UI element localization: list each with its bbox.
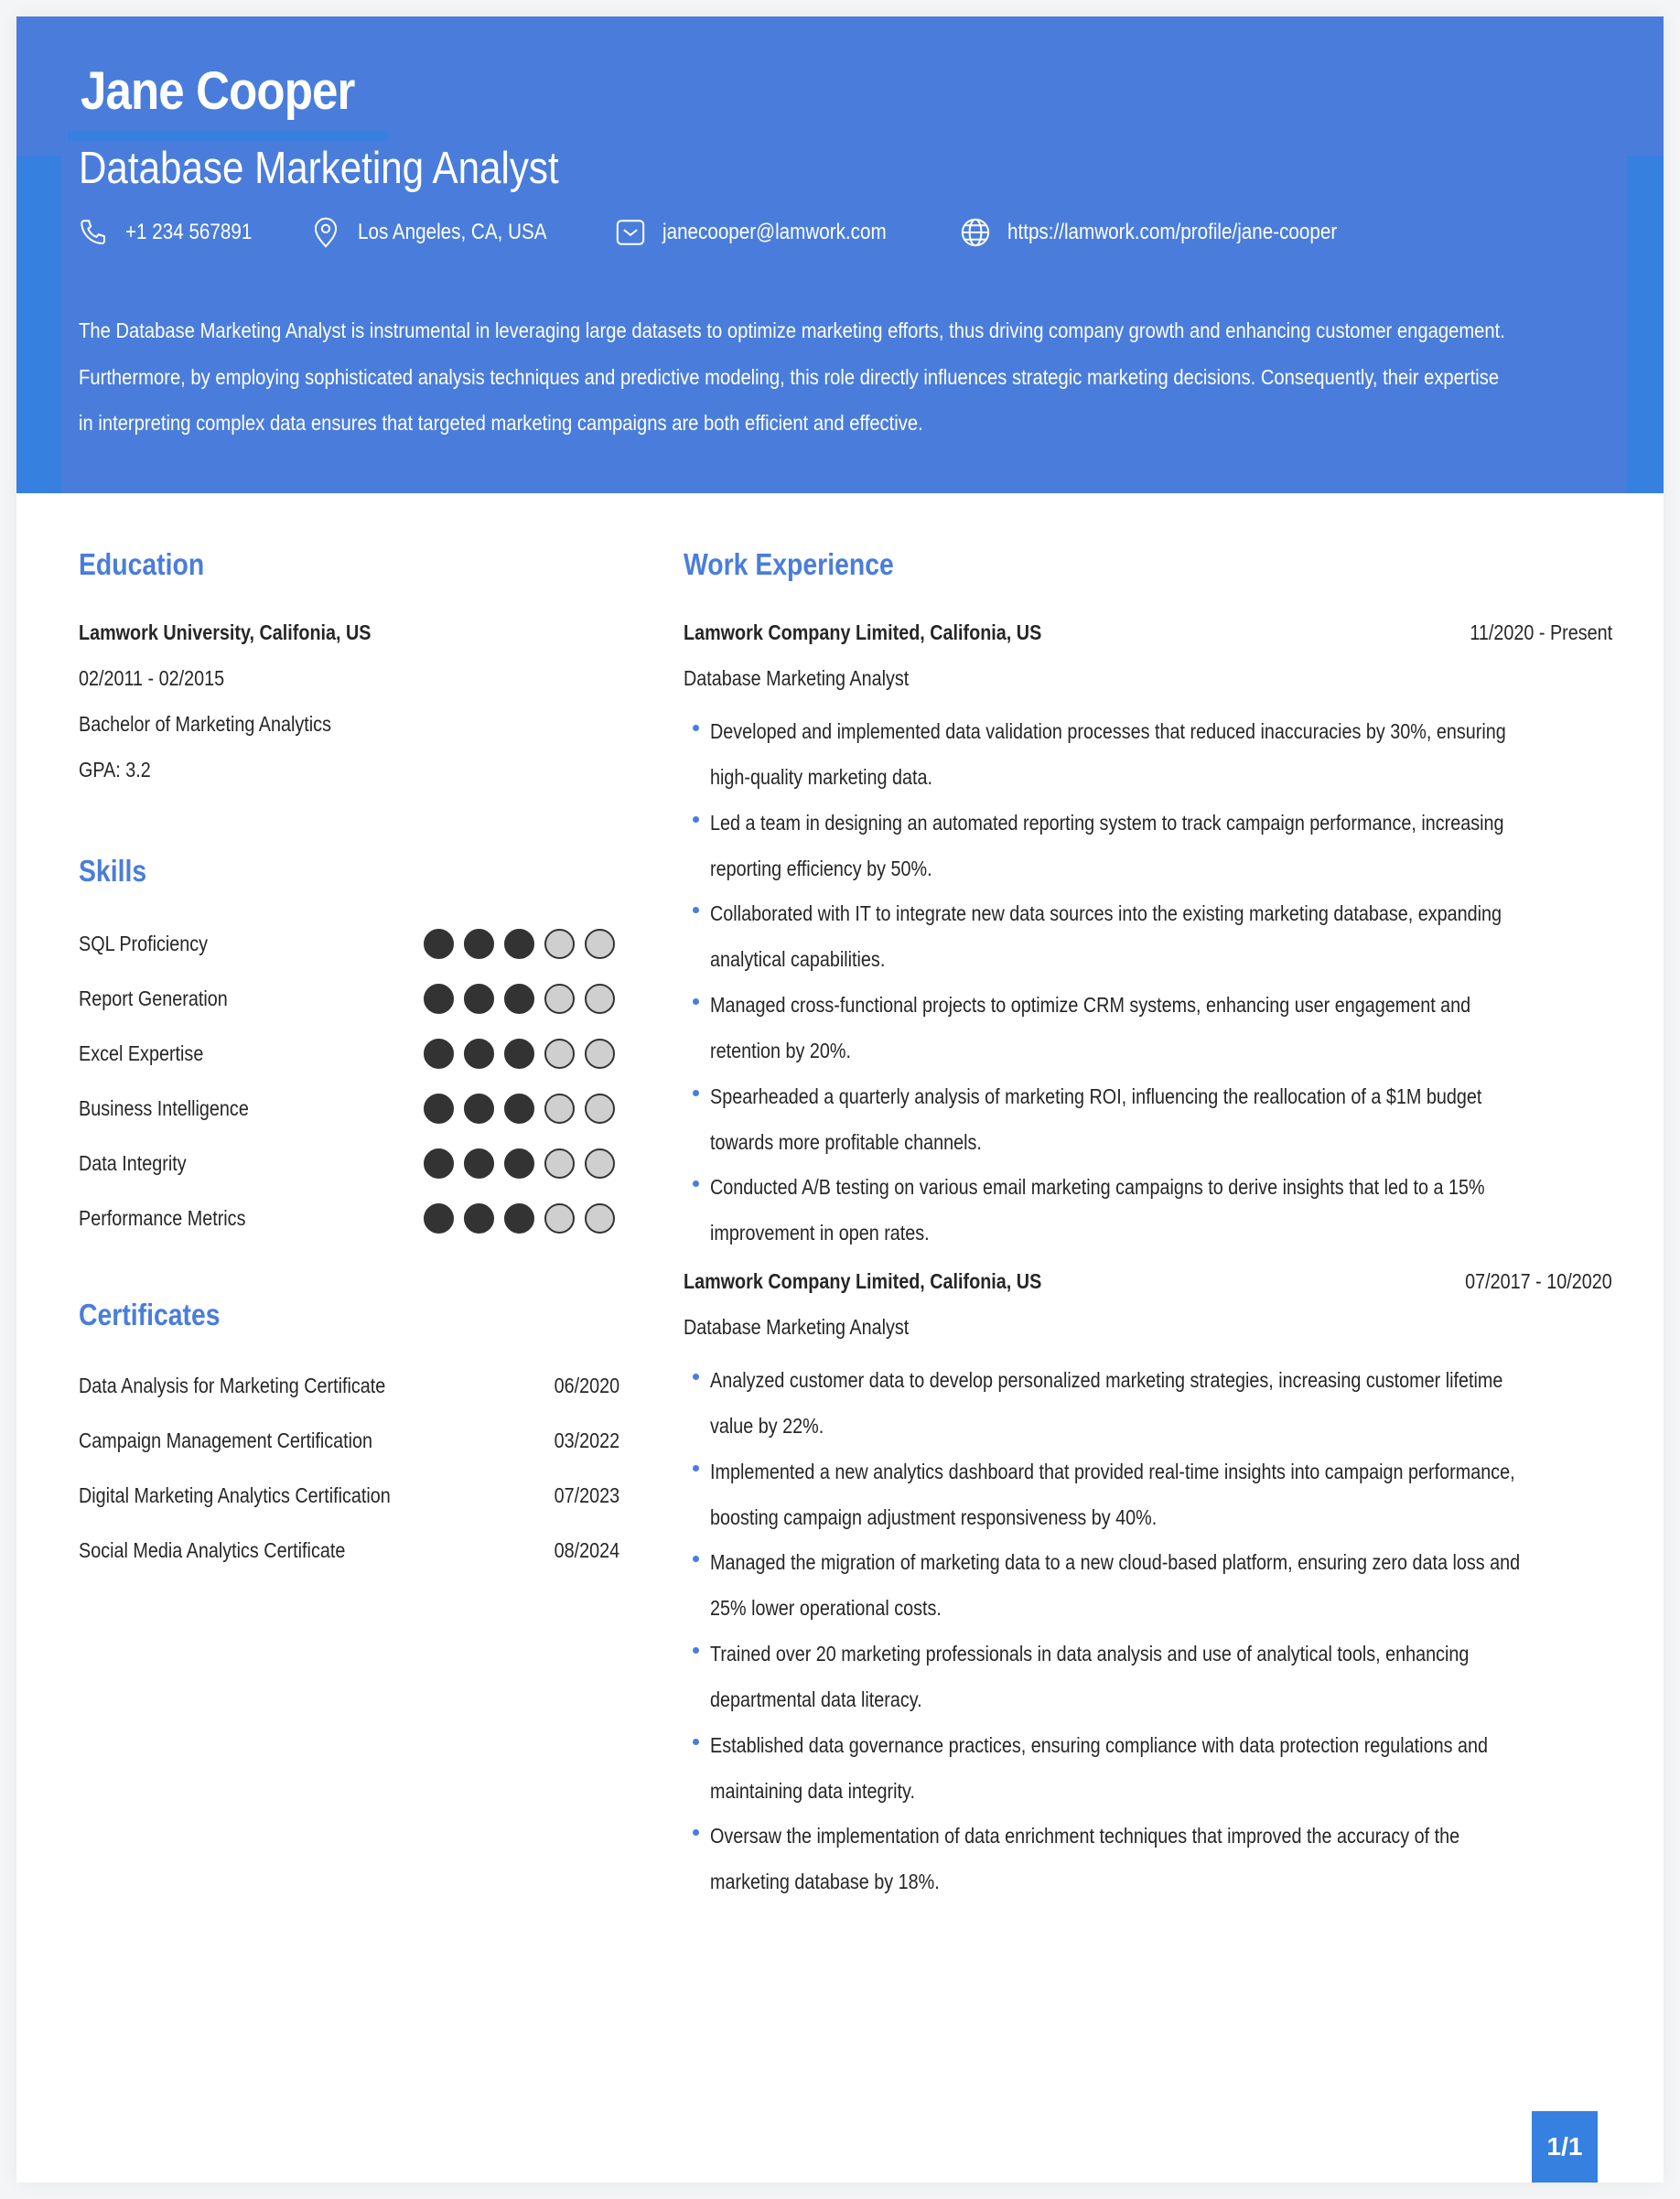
rating-dot-filled (504, 1203, 534, 1234)
rating-dot-filled (464, 1203, 494, 1234)
certificate-date: 08/2024 (554, 1538, 619, 1562)
contact-phone-text: +1 234 567891 (125, 220, 253, 244)
contact-email[interactable] (614, 216, 922, 249)
mail-icon (614, 216, 647, 249)
rating-dot-empty (544, 929, 575, 959)
bullet-text-line: towards more profitable channels. (710, 1130, 982, 1154)
job-company: Lamwork Company Limited, Califonia, US (684, 1269, 1042, 1293)
summary-line: The Database Marketing Analyst is instrumental in leveraging large datasets to optimize marketing efforts, thus driving company growth and enhancing customer engagement. (79, 318, 1505, 342)
contact-phone[interactable] (77, 216, 273, 249)
rating-dot-filled (464, 984, 494, 1014)
globe-icon (959, 216, 992, 249)
bullet-text-line: Implemented a new analytics dashboard that provided real-time insights into campaign performance, (710, 1460, 1515, 1483)
job-role: Database Marketing Analyst (684, 666, 910, 690)
education-degree: Bachelor of Marketing Analytics (79, 712, 331, 736)
bullet-text-line: reporting efficiency by 50%. (710, 857, 932, 880)
job-dates: 07/2017 - 10/2020 (1465, 1269, 1612, 1293)
bullet-icon (693, 998, 699, 1005)
bullet-text-line: Collaborated with IT to integrate new data sources into the existing marketing database, expanding (710, 901, 1502, 925)
bullet-icon (693, 816, 699, 823)
skill-rating (424, 1203, 625, 1234)
rating-dot-empty (585, 1094, 615, 1124)
rating-dot-filled (464, 1039, 494, 1069)
rating-dot-filled (504, 1148, 534, 1179)
bullet-text-line: Oversaw the implementation of data enrichment techniques that improved the accuracy of the (710, 1824, 1460, 1848)
certificates-heading: Certificates (79, 1298, 221, 1331)
bullet-text-line: 25% lower operational costs. (710, 1596, 942, 1620)
bullet-text-line: Managed cross-functional projects to optimize CRM systems, enhancing user engagement and (710, 993, 1471, 1017)
bullet-text-line: Spearheaded a quarterly analysis of marketing ROI, influencing the reallocation of a $1M budget (710, 1084, 1482, 1108)
certificate-name: Social Media Analytics Certificate (79, 1538, 346, 1562)
work-experience-heading: Work Experience (684, 547, 894, 581)
rating-dot-empty (585, 1148, 615, 1179)
bullet-icon (693, 1739, 699, 1745)
skill-name: Performance Metrics (79, 1206, 246, 1230)
summary-line: Furthermore, by employing sophisticated analysis techniques and predictive modeling, this role directly influences strategic marketing decisions. Consequently, their expertise (79, 364, 1500, 389)
page-number-badge: 1/1 (1532, 2111, 1598, 2183)
rating-dot-filled (424, 984, 454, 1014)
rating-dot-empty (585, 929, 615, 959)
bullet-text-line: Conducted A/B testing on various email marketing campaigns to derive insights that led to a 15% (710, 1175, 1485, 1199)
education-gpa: GPA: 3.2 (79, 758, 151, 782)
rating-dot-filled (424, 1148, 454, 1179)
certificate-name: Data Analysis for Marketing Certificate (79, 1374, 386, 1397)
bullet-icon (693, 1556, 699, 1562)
skills-heading: Skills (79, 854, 147, 888)
certificate-date: 06/2020 (554, 1374, 619, 1397)
job-dates: 11/2020 - Present (1470, 620, 1612, 644)
job-role: Database Marketing Analyst (684, 1315, 910, 1339)
bullet-text-line: Established data governance practices, ensuring compliance with data protection regulations and (710, 1733, 1488, 1757)
professional-summary (79, 307, 1616, 447)
bullet-icon (693, 1374, 699, 1380)
bullet-text-line: Developed and implemented data validation processes that reduced inaccuracies by 30%, ensuring (710, 719, 1506, 743)
skill-name: Business Intelligence (79, 1096, 249, 1120)
rating-dot-empty (544, 1039, 575, 1069)
bullet-text-line: Led a team in designing an automated reporting system to track campaign performance, increasing (710, 811, 1504, 835)
name-underline (68, 131, 388, 141)
rating-dot-filled (424, 1203, 454, 1234)
bullet-icon (693, 1829, 699, 1836)
rating-dot-empty (544, 1203, 575, 1234)
skill-rating (424, 929, 625, 959)
rating-dot-empty (544, 984, 575, 1014)
bullet-text-line: improvement in open rates. (710, 1221, 930, 1245)
contact-location-text: Los Angeles, CA, USA (357, 220, 547, 244)
certificate-date: 07/2023 (554, 1483, 619, 1507)
bullet-text-line: marketing database by 18%. (710, 1870, 940, 1893)
contact-website[interactable] (959, 216, 1391, 249)
header-stripe-right (1627, 156, 1664, 493)
education-school: Lamwork University, Califonia, US (79, 620, 372, 644)
bullet-text-line: retention by 20%. (710, 1039, 851, 1062)
skill-name: Report Generation (79, 986, 228, 1010)
job-company: Lamwork Company Limited, Califonia, US (684, 620, 1042, 644)
resume-page (16, 16, 1664, 2183)
bullet-icon (693, 1090, 699, 1096)
bullet-icon (693, 1465, 699, 1471)
bullet-text-line: boosting campaign adjustment responsiveness by 40%. (710, 1505, 1158, 1529)
education-dates: 02/2011 - 02/2015 (79, 666, 225, 690)
bullet-text-line: Analyzed customer data to develop personalized marketing strategies, increasing customer lifetime (710, 1368, 1503, 1392)
rating-dot-empty (585, 1039, 615, 1069)
education-heading: Education (79, 547, 205, 581)
summary-line: in interpreting complex data ensures that targeted marketing campaigns are both efficient and effective. (79, 411, 923, 435)
rating-dot-filled (504, 1094, 534, 1124)
bullet-text-line: Trained over 20 marketing professionals in data analysis and use of analytical tools, enhancing (710, 1642, 1470, 1665)
rating-dot-empty (544, 1148, 575, 1179)
rating-dot-filled (424, 1094, 454, 1124)
rating-dot-filled (504, 1039, 534, 1069)
contact-website-text: https://lamwork.com/profile/jane-cooper (1007, 220, 1338, 244)
contact-location[interactable] (309, 216, 577, 249)
skill-name: SQL Proficiency (79, 932, 209, 955)
rating-dot-filled (504, 984, 534, 1014)
rating-dot-empty (544, 1094, 575, 1124)
candidate-title: Database Marketing Analyst (79, 144, 559, 193)
location-pin-icon (309, 216, 342, 249)
bullet-text-line: Managed the migration of marketing data to a new cloud-based platform, ensuring zero data loss and (710, 1550, 1521, 1574)
rating-dot-filled (464, 929, 494, 959)
rating-dot-filled (464, 1148, 494, 1179)
bullet-icon (693, 725, 699, 731)
bullet-text-line: maintaining data integrity. (710, 1779, 915, 1803)
rating-dot-empty (585, 984, 615, 1014)
certificate-name: Digital Marketing Analytics Certification (79, 1483, 391, 1507)
rating-dot-filled (504, 929, 534, 959)
bullet-icon (693, 1647, 699, 1654)
bullet-text-line: departmental data literacy. (710, 1687, 922, 1711)
skill-rating (424, 1039, 625, 1069)
skill-rating (424, 1094, 625, 1124)
skill-rating (424, 1148, 625, 1179)
bullet-icon (693, 907, 699, 913)
resume-header (16, 16, 1664, 493)
rating-dot-empty (585, 1203, 615, 1234)
bullet-icon (693, 1180, 699, 1187)
bullet-text-line: analytical capabilities. (710, 947, 886, 971)
phone-icon (77, 216, 110, 249)
certificate-date: 03/2022 (554, 1428, 619, 1452)
skill-rating (424, 984, 625, 1014)
skill-name: Excel Expertise (79, 1041, 204, 1065)
certificate-name: Campaign Management Certification (79, 1428, 373, 1452)
rating-dot-filled (464, 1094, 494, 1124)
header-stripe-left (16, 156, 61, 493)
rating-dot-filled (424, 929, 454, 959)
skill-name: Data Integrity (79, 1151, 187, 1175)
candidate-name: Jane Cooper (81, 61, 355, 121)
bullet-text-line: value by 22%. (710, 1414, 824, 1438)
bullet-text-line: high-quality marketing data. (710, 765, 933, 789)
contact-row (77, 212, 1427, 253)
contact-email-text: janecooper@lamwork.com (662, 220, 887, 244)
rating-dot-filled (424, 1039, 454, 1069)
